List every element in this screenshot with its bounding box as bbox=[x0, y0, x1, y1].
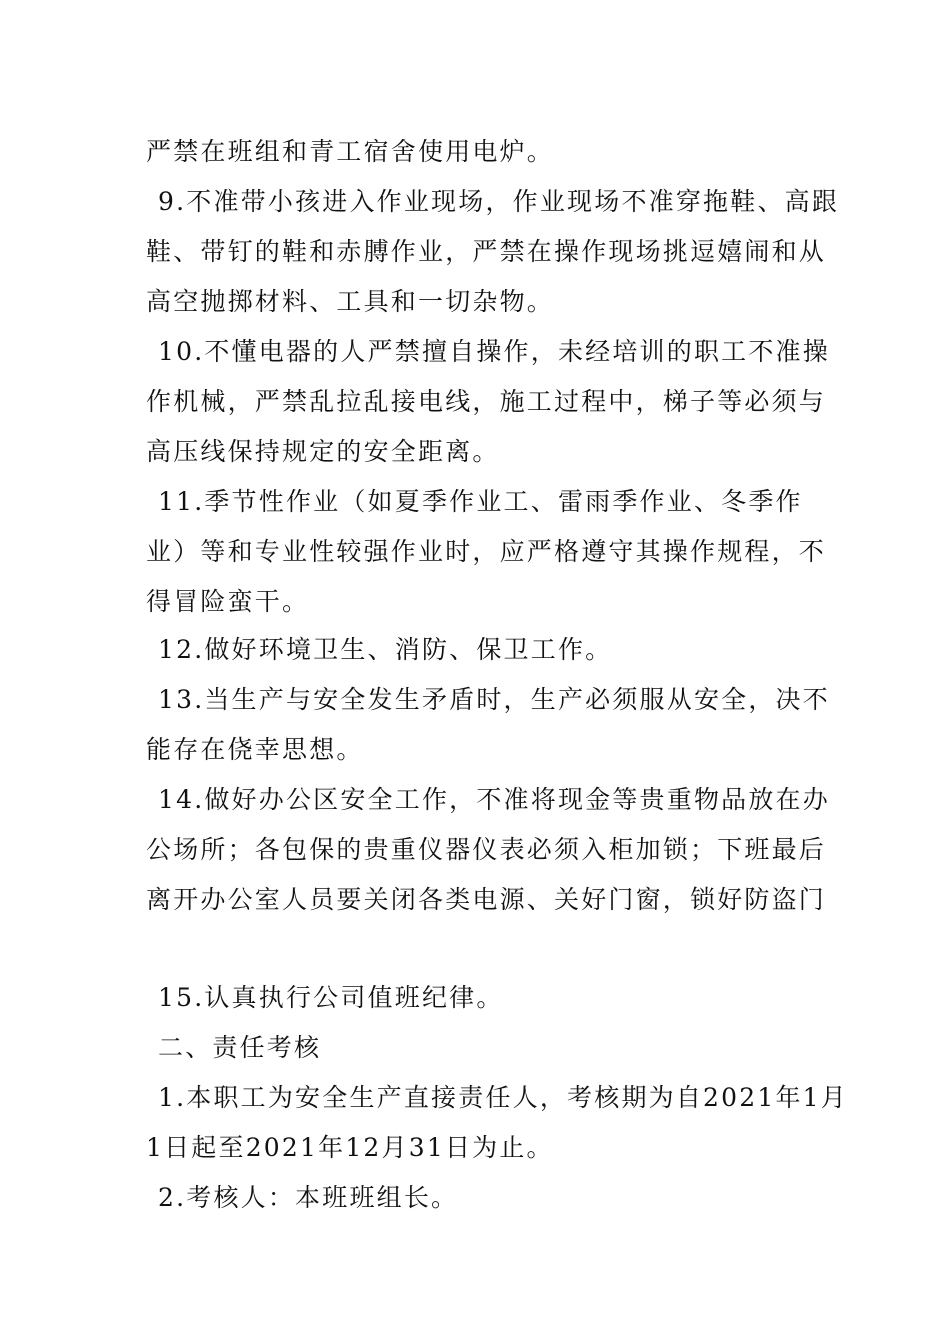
section-heading: 二、责任考核 bbox=[158, 1033, 322, 1062]
item-13-line-1: 13.当生产与安全发生矛盾时，生产必须服从安全，决不 bbox=[158, 685, 830, 714]
clause-1-line-2: 1日起至2021年12月31日为止。 bbox=[146, 1133, 554, 1162]
item-13-line-2: 能存在侥幸思想。 bbox=[146, 735, 364, 764]
item-10-line-3: 高压线保持规定的安全距离。 bbox=[146, 437, 500, 466]
item-14-line-3: 离开办公室人员要关闭各类电源、关好门窗，锁好防盗门 bbox=[146, 885, 827, 914]
paragraph-line: 严禁在班组和青工宿舍使用电炉。 bbox=[146, 137, 555, 166]
item-10-line-1: 10.不懂电器的人严禁擅自操作，未经培训的职工不准操 bbox=[158, 337, 830, 366]
item-10-line-2: 作机械，严禁乱拉乱接电线，施工过程中，梯子等必须与 bbox=[146, 387, 827, 416]
item-9-line-2: 鞋、带钉的鞋和赤膊作业，严禁在操作现场挑逗嬉闹和从 bbox=[146, 237, 827, 266]
clause-1-line-1: 1.本职工为安全生产直接责任人，考核期为自2021年1月 bbox=[158, 1083, 848, 1112]
item-15-line: 15.认真执行公司值班纪律。 bbox=[158, 983, 504, 1012]
item-9-line-1: 9.不准带小孩进入作业现场，作业现场不准穿拖鞋、高跟 bbox=[158, 187, 840, 216]
clause-2-line: 2.考核人：本班班组长。 bbox=[158, 1183, 459, 1212]
item-12-line: 12.做好环境卫生、消防、保卫工作。 bbox=[158, 635, 613, 664]
item-9-line-3: 高空抛掷材料、工具和一切杂物。 bbox=[146, 287, 555, 316]
item-11-line-3: 得冒险蛮干。 bbox=[146, 587, 310, 616]
item-14-line-1: 14.做好办公区安全工作，不准将现金等贵重物品放在办 bbox=[158, 785, 830, 814]
item-11-line-1: 11.季节性作业（如夏季作业工、雷雨季作业、冬季作 bbox=[158, 487, 803, 516]
item-11-line-2: 业）等和专业性较强作业时，应严格遵守其操作规程，不 bbox=[146, 537, 827, 566]
item-14-line-2: 公场所；各包保的贵重仪器仪表必须入柜加锁；下班最后 bbox=[146, 835, 827, 864]
